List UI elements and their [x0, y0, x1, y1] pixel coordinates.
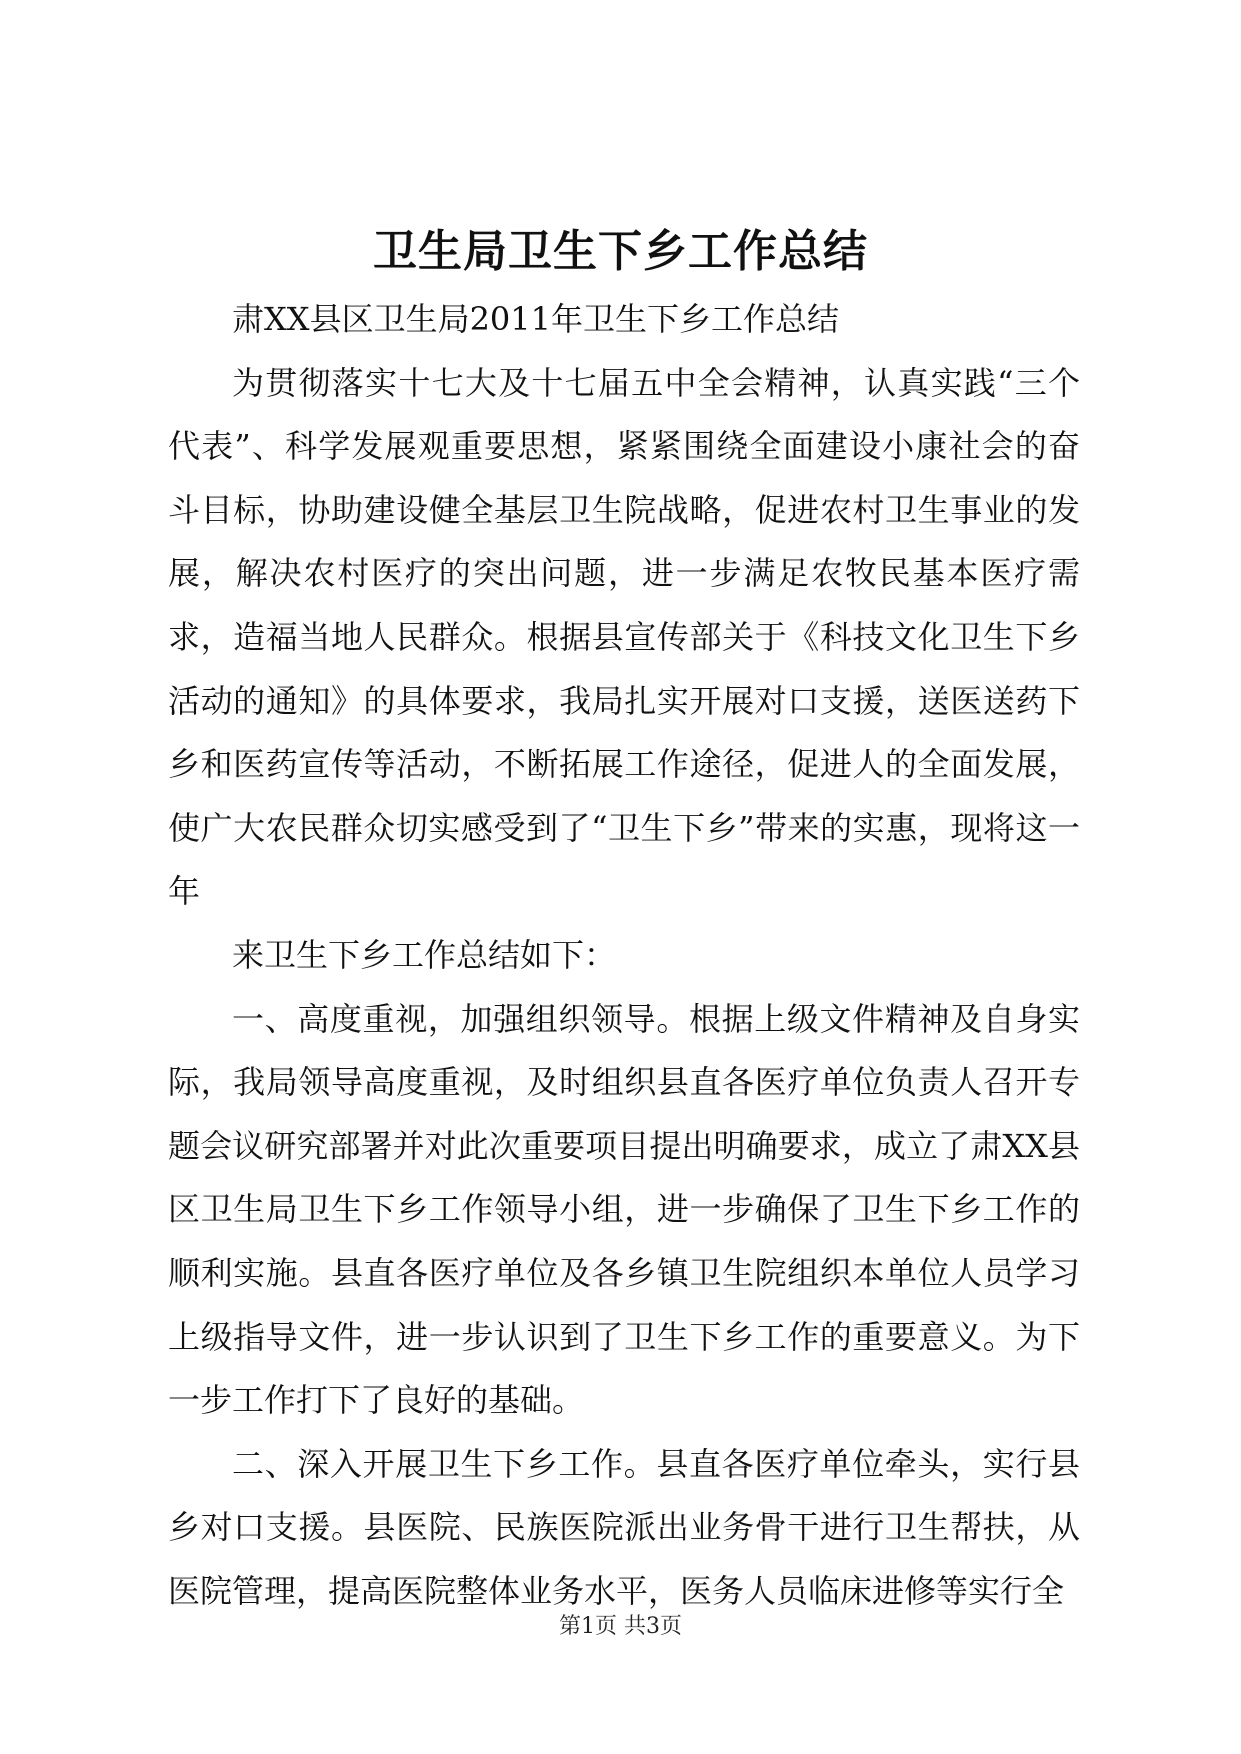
paragraph-intro-continued: 来卫生下乡工作总结如下：: [232, 935, 617, 974]
paragraph-intro: 为贯彻落实十七大及十七届五中全会精神，认真实践“三个代表”、科学发展观重要思想，紧紧围绕全面建设小康社会的奋斗目标，协助建设健全基层卫生院战略，促进农村卫生事业的发展，解决农村医疗的突出问题，进一步满足农牧民基本医疗需求，造福当地人民群众。根据县宣传部关于《科技文化卫生下乡活动的通知》的具体要求，我局扎实开展对口支援，送医送药下乡和医药宣传等活动，不断拓展工作途径，促进人的全面发展，使广大农民群众切实感受到了“卫生下乡”带来的实惠，现将这一年: [168, 363, 1080, 911]
document-title: 卫生局卫生下乡工作总结: [373, 226, 868, 277]
document-body: [168, 288, 1080, 1623]
paragraph-section-two: 二、深入开展卫生下乡工作。县直各医疗单位牵头，实行县乡对口支援。县医院、民族医院派出业务骨干进行卫生帮扶，从医院管理，提高医院整体业务水平，医务人员临床进修等实行全: [168, 1444, 1080, 1610]
page-number-footer: 第1页 共3页: [559, 1614, 682, 1639]
paragraph-subtitle: 肃XX县区卫生局2011年卫生下乡工作总结: [232, 300, 840, 338]
paragraph-section-one: 一、高度重视，加强组织领导。根据上级文件精神及自身实际，我局领导高度重视，及时组织县直各医疗单位负责人召开专题会议研究部署并对此次重要项目提出明确要求，成立了肃XX县区卫生局卫生下乡工作领导小组，进一步确保了卫生下乡工作的顺利实施。县直各医疗单位及各乡镇卫生院组织本单位人员学习上级指导文件，进一步认识到了卫生下乡工作的重要意义。为下一步工作打下了良好的基础。: [168, 999, 1080, 1420]
